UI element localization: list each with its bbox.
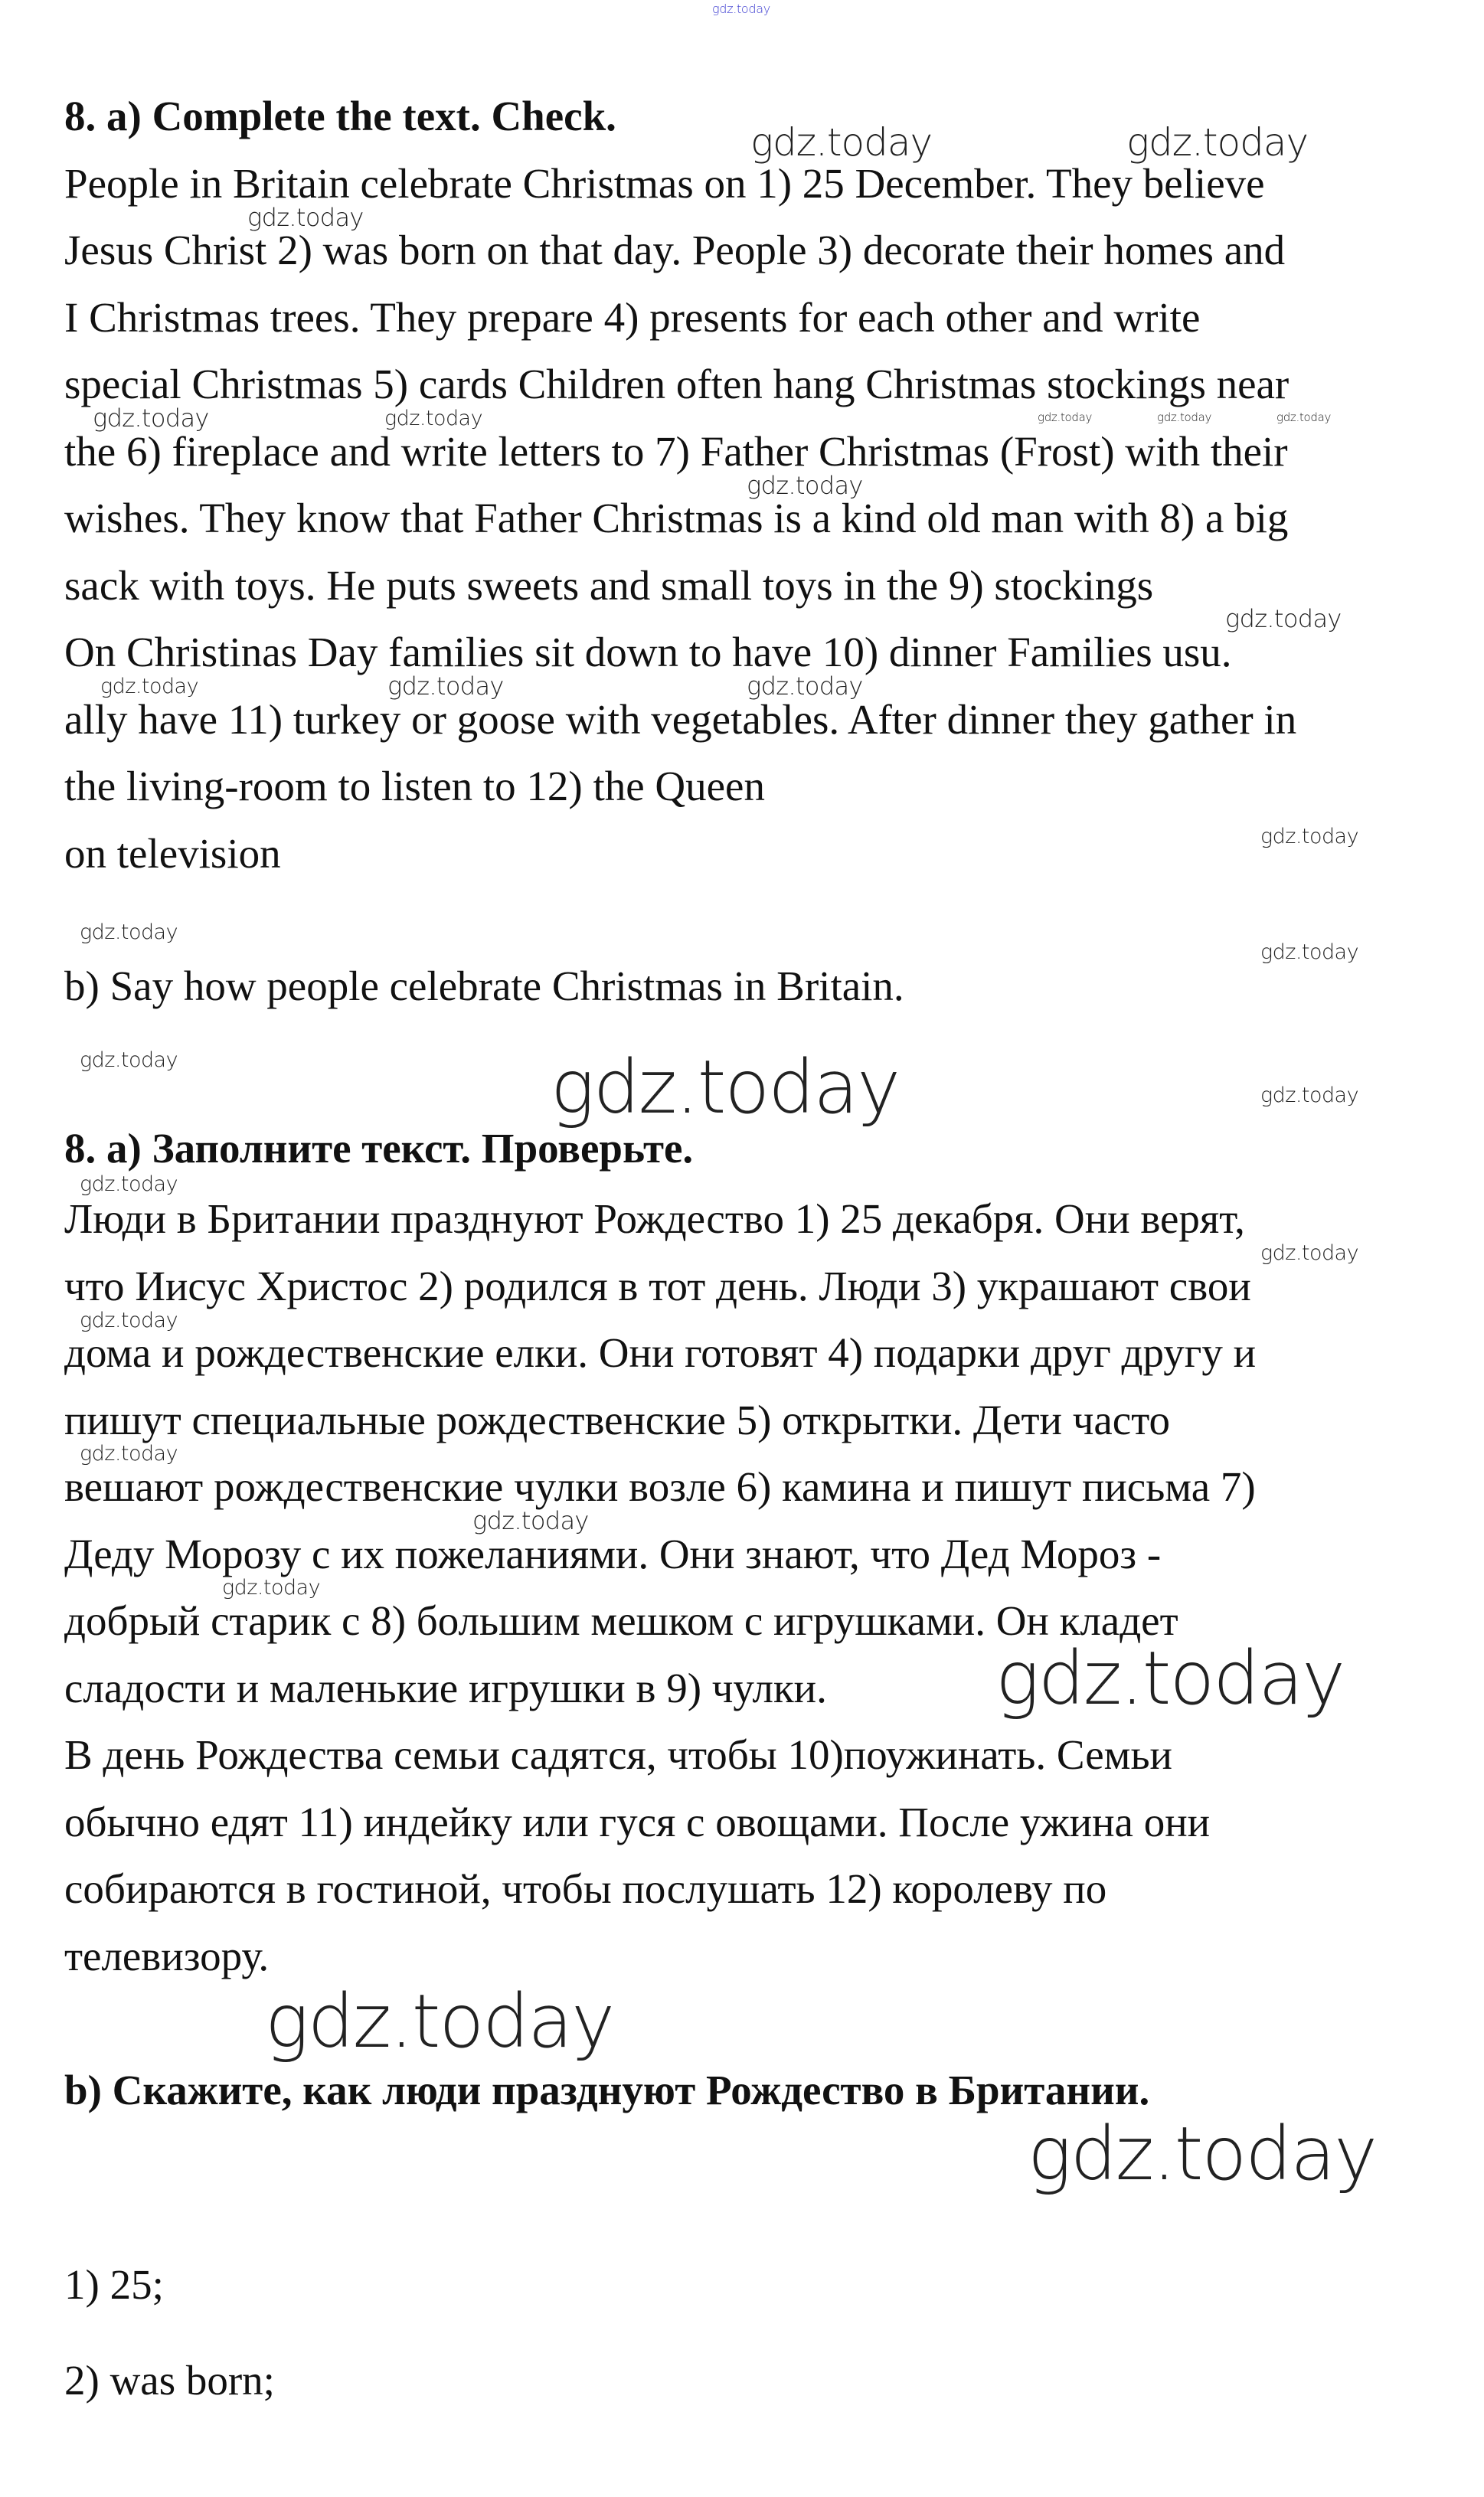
text-line: wishes. They know that Father Christmas is a kind old man with 8) a big [64, 495, 1289, 541]
text-line: дома и рождественские елки. Они готовят 4) подарки друг другу и [64, 1329, 1257, 1376]
watermark: gdz.today [1157, 410, 1212, 424]
text-line: on television [64, 830, 281, 877]
text-line: телевизору. [64, 1933, 270, 1979]
task-b-en: b) Say how people celebrate Christmas in Britain. [64, 963, 904, 1009]
watermark: gdz.today [472, 1506, 589, 1535]
watermark: gdz.today [551, 1044, 900, 1130]
watermark: gdz.today [1038, 410, 1093, 424]
task-b-ru: b) Скажите, как люди празднуют Рождество в Британии. [64, 2067, 1150, 2113]
watermark: gdz.today [387, 672, 504, 701]
text-line: Jesus Christ 2) was born on that day. People 3) decorate their homes and [64, 227, 1286, 273]
watermark: gdz.today [1126, 120, 1309, 165]
watermark: gdz.today [995, 1636, 1345, 1721]
watermark: gdz.today [747, 471, 863, 500]
answer-item: 1) 25; [64, 2261, 164, 2308]
text-line: Деду Морозу с их пожеланиями. Они знают, что Дед Мороз - [64, 1531, 1162, 1577]
text-line: В день Рождества семьи садятся, чтобы 10)поужинать. Семьи [64, 1731, 1172, 1778]
text-line: People in Britain celebrate Christmas on 1) 25 December. They believe [64, 160, 1265, 207]
exercise-title-ru: 8. а) Заполните текст. Проверьте. [64, 1125, 694, 1172]
text-line: sack with toys. He puts sweets and small toys in the 9) stockings [64, 562, 1154, 609]
watermark: gdz.today [80, 920, 178, 944]
exercise-title-en: 8. a) Complete the text. Check. [64, 93, 616, 139]
text-line: вешают рождественские чулки возле 6) камина и пишут письма 7) [64, 1463, 1256, 1510]
text-line: the living-room to listen to 12) the Queen [64, 763, 765, 809]
text-line: I Christmas trees. They prepare 4) presents for each other and write [64, 294, 1201, 341]
text-line: ally have 11) turkey or goose with vegetables. After dinner they gather in [64, 696, 1297, 743]
watermark: gdz.today [80, 1309, 178, 1332]
watermark: gdz.today [1028, 2111, 1377, 2197]
text-line: On Christinas Day families sit down to have 10) dinner Families usu. [64, 629, 1232, 675]
watermark: gdz.today [1260, 825, 1359, 848]
watermark: gdz.today [1260, 940, 1359, 964]
text-line: что Иисус Христос 2) родился в тот день. Люди 3) украшают свои [64, 1263, 1251, 1309]
watermark: gdz.today [80, 1048, 178, 1072]
text-line: собираются в гостиной, чтобы послушать 12) королеву по [64, 1865, 1107, 1912]
text-line: the 6) fireplace and write letters to 7) Father Christmas (Frost) with their [64, 428, 1288, 475]
watermark: gdz.today [93, 404, 209, 433]
text-line: сладости и маленькие игрушки в 9) чулки. [64, 1665, 827, 1711]
watermark: gdz.today [80, 1172, 178, 1196]
text-line: Люди в Британии празднуют Рождество 1) 25 декабря. Они верят, [64, 1195, 1245, 1242]
watermark: gdz.today [247, 203, 364, 232]
watermark: gdz.today [1260, 1083, 1359, 1107]
watermark: gdz.today [80, 1442, 178, 1466]
text-line: пишут специальные рождественские 5) открытки. Дети часто [64, 1397, 1171, 1443]
watermark: gdz.today [712, 2, 770, 16]
text-line: обычно едят 11) индейку или гуся с овощами. После ужина они [64, 1799, 1211, 1845]
watermark: gdz.today [1225, 604, 1342, 633]
watermark: gdz.today [384, 407, 483, 430]
watermark: gdz.today [750, 120, 933, 165]
watermark: gdz.today [1276, 410, 1332, 424]
text-line: special Christmas 5) cards Children often hang Christmas stockings near [64, 361, 1290, 407]
watermark: gdz.today [747, 672, 863, 701]
answer-item: 2) was born; [64, 2357, 275, 2404]
watermark: gdz.today [1260, 1241, 1359, 1265]
watermark: gdz.today [265, 1979, 614, 2064]
watermark: gdz.today [222, 1576, 321, 1600]
text-line: добрый старик с 8) большим мешком с игрушками. Он кладет [64, 1597, 1178, 1644]
watermark: gdz.today [100, 675, 199, 698]
